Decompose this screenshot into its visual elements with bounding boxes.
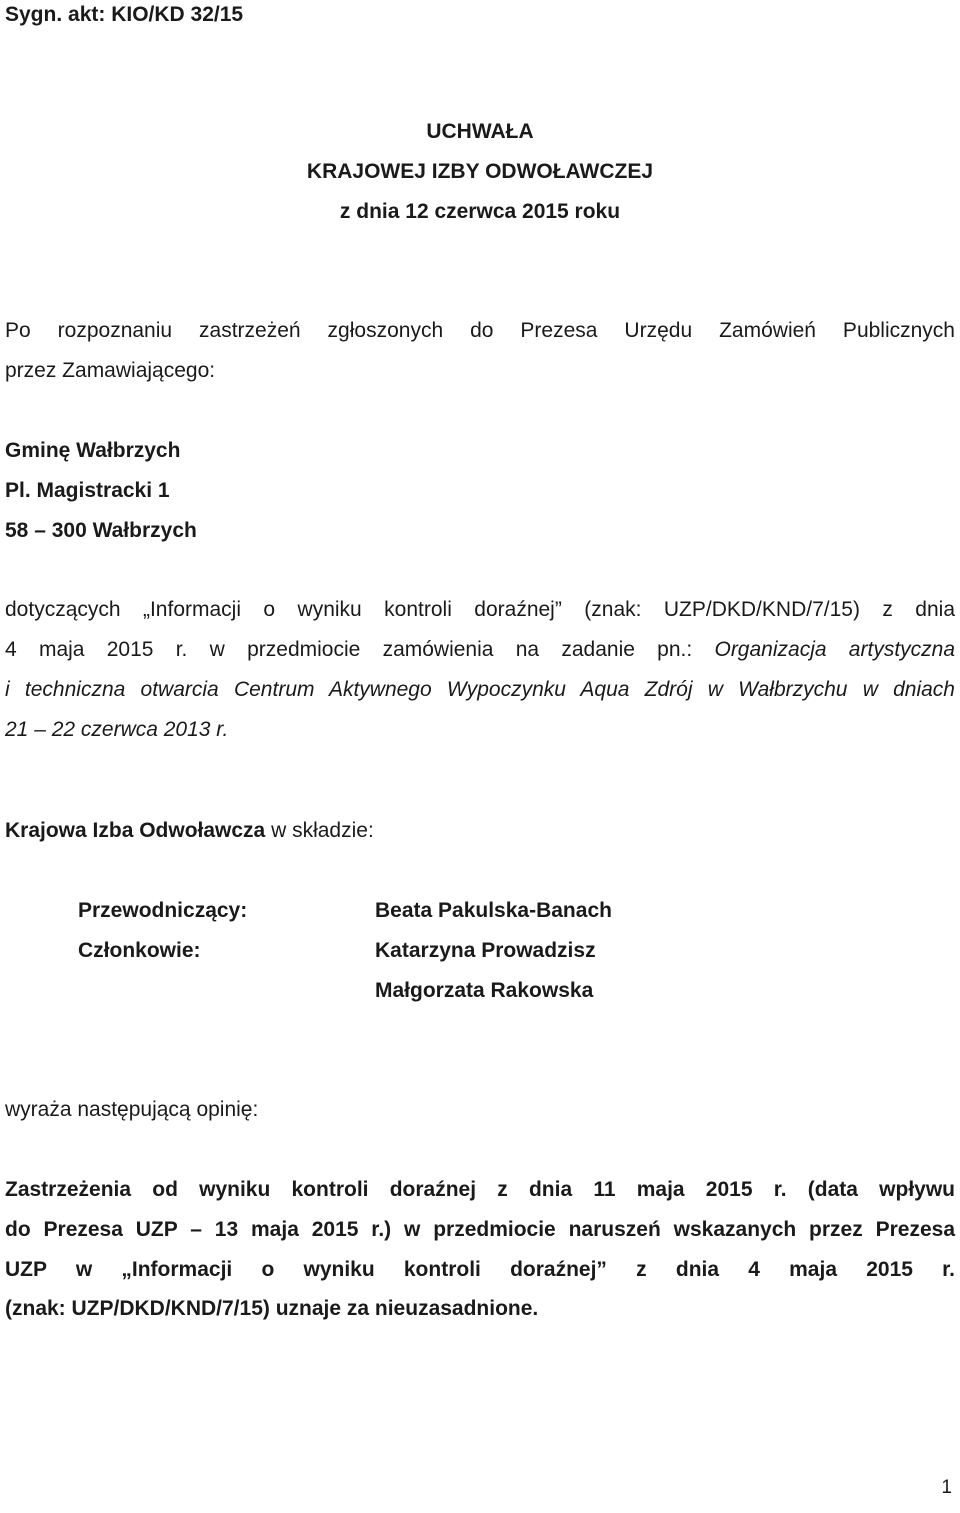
- chair-label: Przewodniczący:: [78, 899, 248, 922]
- panel-intro-bold: Krajowa Izba Odwoławcza: [5, 819, 266, 842]
- opinion-line-1: Zastrzeżenia od wyniku kontroli doraźnej z dnia 11 maja 2015 r. (data wpływu: [5, 1178, 955, 1201]
- address-name: Gminę Wałbrzych: [5, 439, 181, 462]
- document-title-body: KRAJOWEJ IZBY ODWOŁAWCZEJ: [306, 160, 654, 183]
- panel-intro: [5, 818, 955, 844]
- subject-line-2: [5, 637, 955, 663]
- member-name-2: Małgorzata Rakowska: [375, 979, 594, 1002]
- subject-line-1: dotyczących „Informacji o wyniku kontroli doraźnej” (znak: UZP/DKD/KND/7/15) z dnia: [5, 598, 955, 621]
- subject-task-title-end: 21 – 22 czerwca 2013 r.: [5, 718, 229, 741]
- address-street: Pl. Magistracki 1: [5, 479, 170, 502]
- opinion-intro: wyraża następującą opinię:: [5, 1098, 259, 1121]
- members-label: Członkowie:: [78, 939, 201, 962]
- opinion-line-2: do Prezesa UZP – 13 maja 2015 r.) w przedmiocie naruszeń wskazanych przez Prezesa: [5, 1218, 955, 1241]
- document-date: z dnia 12 czerwca 2015 roku: [339, 200, 621, 223]
- chair-name: Beata Pakulska-Banach: [375, 899, 612, 922]
- intro-line-2: przez Zamawiającego:: [5, 359, 216, 382]
- document-title: UCHWAŁA: [426, 120, 534, 143]
- address-city: 58 – 300 Wałbrzych: [5, 519, 197, 542]
- subject-task-title-cont: i techniczna otwarcia Centrum Aktywnego Wypoczynku Aqua Zdrój w Wałbrzychu w dniach: [5, 678, 955, 701]
- page-number: 1: [941, 1477, 952, 1498]
- member-name-1: Katarzyna Prowadzisz: [375, 939, 596, 962]
- panel-intro-rest: w składzie:: [265, 819, 374, 842]
- intro-line-1: Po rozpoznaniu zastrzeżeń zgłoszonych do Prezesa Urzędu Zamówień Publicznych: [5, 319, 955, 342]
- opinion-line-3: UZP w „Informacji o wyniku kontroli doraźnej” z dnia 4 maja 2015 r.: [5, 1258, 955, 1281]
- opinion-line-4: (znak: UZP/DKD/KND/7/15) uznaje za nieuzasadnione.: [5, 1297, 539, 1320]
- subject-line-2-text: 4 maja 2015 r. w przedmiocie zamówienia na zadanie pn.:: [5, 638, 715, 661]
- subject-task-title-start: Organizacja artystyczna: [714, 638, 956, 661]
- case-signature: Sygn. akt: KIO/KD 32/15: [5, 3, 244, 26]
